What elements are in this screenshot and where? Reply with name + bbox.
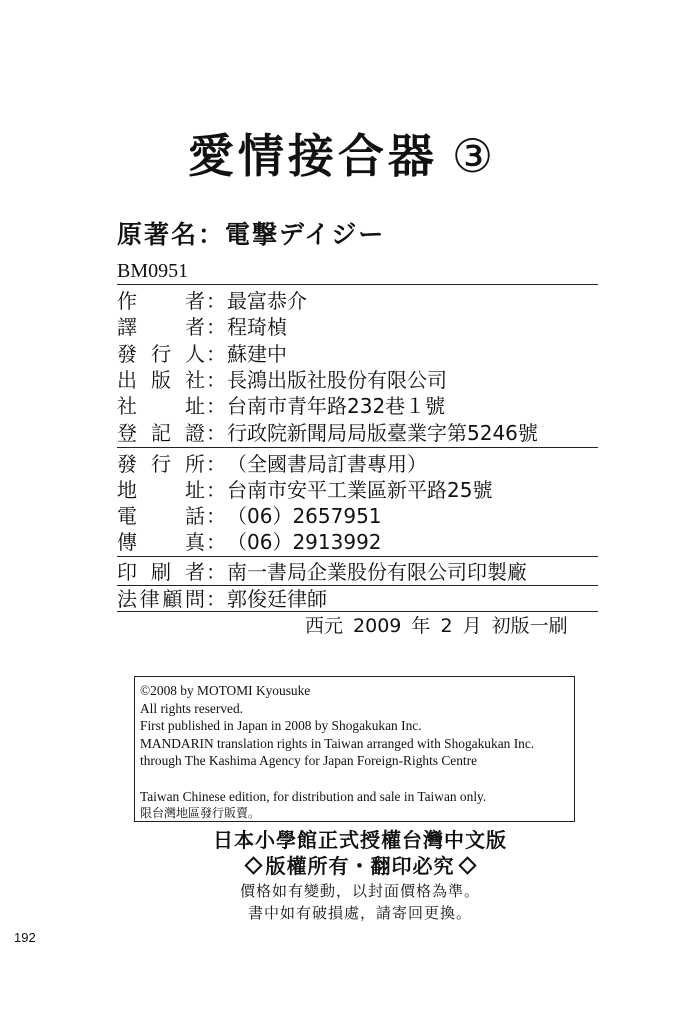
credit-row-author: 作 者 ： 最富恭介 (117, 289, 307, 313)
credit-label: 發 行 人 (117, 342, 205, 366)
dist-row-distributor: 發 行 所 ： （全國書局訂書專用） (117, 452, 427, 476)
copyright-line: ©2008 by MOTOMI Kyousuke (140, 683, 311, 698)
diamond-icon (458, 856, 476, 874)
credit-label: 譯 者 (117, 315, 205, 339)
page-number: 192 (14, 930, 36, 945)
copyright-line: All rights reserved. (140, 700, 244, 716)
legal-value: 郭俊廷律師 (227, 587, 327, 611)
copyright-line: MANDARIN translation rights in Taiwan arranged with Shogakukan Inc. (140, 735, 535, 751)
copyright-line: First published in Japan in 2008 by Shogakukan Inc. (140, 718, 422, 734)
divider (117, 611, 598, 612)
book-title: 愛情接合器 ③ (0, 126, 685, 186)
credit-row-translator: 譯 者 ： 程琦楨 (117, 315, 287, 339)
edition-date: 西元 2009 年 2 月 初版一刷 (305, 615, 568, 637)
credit-label: 出 版 社 (117, 368, 205, 392)
dist-row-phone: 電 話 ： （06）2657951 (117, 504, 382, 528)
credit-value: 程琦楨 (227, 315, 287, 339)
dist-value: （全國書局訂書專用） (227, 452, 427, 476)
legal-row: 法 律 顧 問 ： 郭俊廷律師 (117, 587, 327, 611)
dist-value: （06）2913992 (227, 530, 382, 554)
credit-row-publisher: 出 版 社 ： 長鴻出版社股份有限公司 (117, 368, 447, 392)
credit-label: 社 址 (117, 394, 205, 418)
divider (117, 447, 598, 448)
dist-row-address: 地 址 ： 台南市安平工業區新平路25號 (117, 478, 493, 502)
price-notice: 價格如有變動，以封面價格為準。 (239, 882, 480, 900)
authorization-text: 日本小學館正式授權台灣中文版 (213, 828, 507, 852)
original-title: 原著名：電撃デイジー (117, 220, 386, 249)
credit-label: 作 者 (117, 289, 205, 313)
diamond-icon (244, 856, 262, 874)
copyright-box (134, 676, 575, 822)
copyright-line: Taiwan Chinese edition, for distribution and sale in Taiwan only. (140, 788, 487, 804)
dist-value: 台南市安平工業區新平路25號 (227, 478, 493, 502)
dist-label: 發 行 所 (117, 452, 205, 476)
credit-value: 長鴻出版社股份有限公司 (227, 368, 447, 392)
rights-reserved: 版權所有・翻印必究 (0, 853, 685, 879)
credit-value: 行政院新聞局局版臺業字第5246號 (227, 421, 538, 445)
credit-row-registration: 登 記 證 ： 行政院新聞局局版臺業字第5246號 (117, 421, 538, 445)
copyright-line: through The Kashima Agency for Japan Foreign-Rights Centre (140, 753, 478, 769)
legal-label: 法 律 顧 問 (117, 587, 205, 611)
divider (117, 556, 598, 557)
copyright-line: 限台灣地區發行販賣。 (140, 806, 261, 821)
credit-value: 最富恭介 (227, 289, 307, 313)
printer-row: 印 刷 者 ： 南一書局企業股份有限公司印製廠 (117, 560, 527, 584)
dist-value: （06）2657951 (227, 504, 382, 528)
volume-number: ③ (451, 129, 498, 183)
divider (117, 284, 598, 285)
credit-value: 台南市青年路232巷１號 (227, 394, 446, 418)
dist-label: 電 話 (117, 504, 205, 528)
book-code: BM0951 (117, 260, 189, 282)
credit-row-publisher-person: 發 行 人 ： 蘇建中 (117, 342, 287, 366)
printer-label: 印 刷 者 (117, 560, 205, 584)
damage-notice: 書中如有破損處，請寄回更換。 (247, 904, 472, 922)
credit-row-address: 社 址 ： 台南市青年路232巷１號 (117, 394, 446, 418)
dist-label: 地 址 (117, 478, 205, 502)
printer-value: 南一書局企業股份有限公司印製廠 (227, 560, 527, 584)
dist-label: 傳 真 (117, 530, 205, 554)
credit-value: 蘇建中 (227, 342, 287, 366)
credit-label: 登 記 證 (117, 421, 205, 445)
dist-row-fax: 傳 真 ： （06）2913992 (117, 530, 382, 554)
